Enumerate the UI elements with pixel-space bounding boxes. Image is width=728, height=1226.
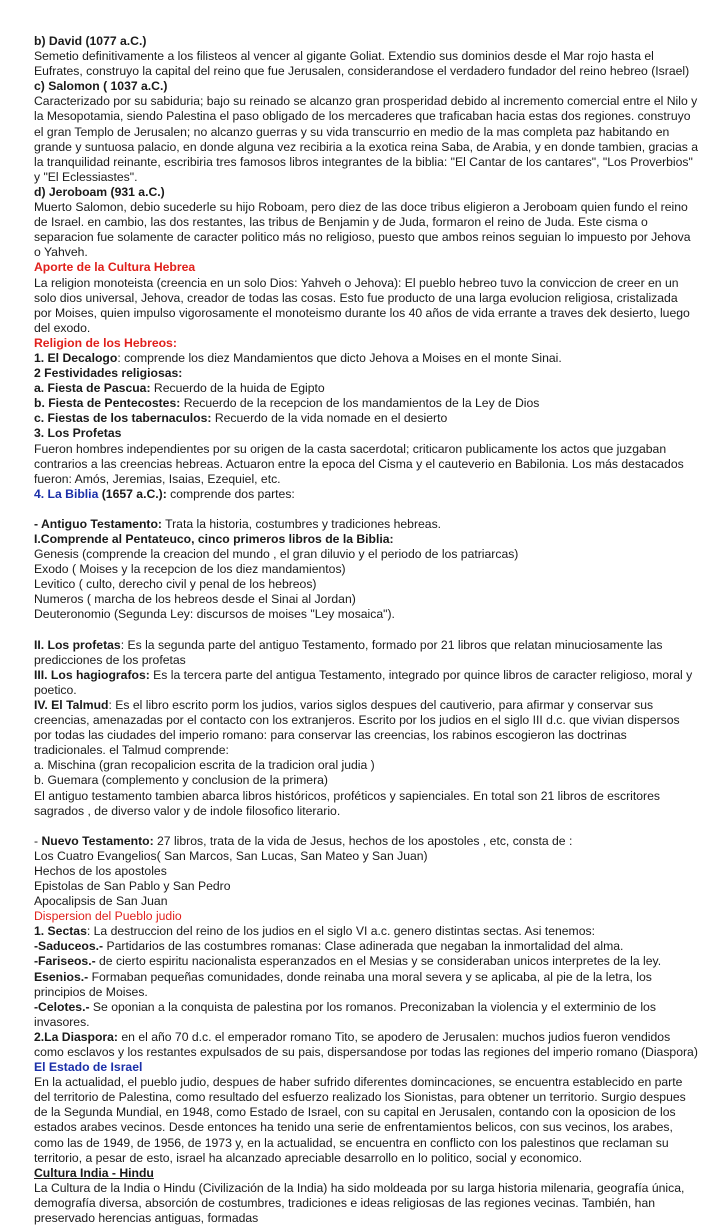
nuevo-text: 27 libros, trata de la vida de Jesus, hechos de los apostoles , etc, consta de : [153, 833, 573, 848]
item-pentateuco: I.Comprende al Pentateuco, cinco primeros libros de la Biblia: [34, 532, 394, 546]
sectas-label: 1. Sectas [34, 924, 87, 939]
tabernaculos-text: Recuerdo de la vida nomade en el desierto [211, 411, 448, 426]
item-los-profetas [34, 638, 698, 668]
biblia-label: 4. La Biblia [34, 486, 99, 501]
item-saduceos [34, 939, 698, 954]
paragraph-aporte: La religion monoteista (creencia en un solo Dios: Yahveh o Jehova): El pueblo hebreo tuvo la conviccion de creer en un solo dios universal, Jehova, creador de todas las cosas. Esto fue producto de una larga evolucion religiosa, cristalizada por Moises, quien impulso vigorosamente el monoteismo durante los 40 años de vida errante a traves dek desierto, luego del exodo. [34, 275, 690, 335]
item-celotes [34, 1000, 698, 1030]
item-fariseos [34, 954, 698, 969]
decalogo-text: : comprende los diez Mandamientos que dicto Jehova a Moises en el monte Sinai. [117, 350, 562, 365]
fariseos-label: -Fariseos.- [34, 954, 96, 969]
item-deuteronomio: Deuteronomio (Segunda Ley: discursos de moises "Ley mosaica"). [34, 607, 395, 622]
antiguo-text: Trata la historia, costumbres y tradiciones hebreas. [161, 516, 442, 531]
item-numeros: Numeros ( marcha de los hebreos desde el Sinai al Jordan) [34, 592, 356, 607]
item-epistolas: Epistolas de San Pablo y San Pedro [34, 878, 231, 893]
celotes-label: -Celotes.- [34, 999, 90, 1014]
biblia-date: (1657 a.C.): [98, 486, 167, 501]
saduceos-text: Partidarios de las costumbres romanas: Clase adinerada que negaban la inmortalidad del alma. [103, 939, 624, 954]
item-levitico: Levitico ( culto, derecho civil y penal de los hebreos) [34, 577, 317, 592]
profetas-text: : Es la segunda parte del antiguo Testamento, formado por 21 libros que relatan minuciosamente las predicciones de los profetas [34, 637, 663, 667]
paragraph-india: La Cultura de la India o Hindu (Civilización de la India) ha sido moldeada por su larga historia milenaria, geografía única, demografía diversa, absorción de costumbres, tradiciones e ideas religiosas de las regiones vecinas. También, han preservado herencias antiguas, formadas [34, 1180, 685, 1226]
item-hechos: Hechos de los apostoles [34, 863, 167, 878]
item-decalogo [34, 351, 698, 366]
paragraph-jeroboam: Muerto Salomon, debio sucederle su hijo Roboam, pero diez de las doce tribus eligieron a Jeroboam quien fundo el reino de Israel. en cambio, las dos restantes, las tribus de Benjamin y de Juda, formaron el reino de Juda. Este cisma o separacion fue solamente de caracter politico más no religioso, puesto que ambos reinos seguian lo impuesto por Jehova o Yahveh. [34, 200, 691, 260]
pascua-label: a. Fiesta de Pascua: [34, 381, 151, 396]
section-heading-dispersion: Dispersion del Pueblo judio [34, 909, 182, 924]
item-antiguo-testamento [34, 517, 698, 532]
talmud-label: IV. El Talmud [34, 697, 109, 712]
item-apocalipsis: Apocalipsis de San Juan [34, 894, 168, 909]
item-mischina: a. Mischina (gran recopalicion escrita de la tradicion oral judia ) [34, 758, 375, 773]
celotes-text: Se oponian a la conquista de palestina por los romanos. Preconizaban la violencia y el exterminio de los invasores. [34, 999, 656, 1029]
hagiografos-label: III. Los hagiografos: [34, 667, 150, 682]
hagiografos-text: Es la tercera parte del antigua Testamento, integrado por quince libros de caracter religioso, moral y poetico. [34, 667, 693, 697]
item-hagiografos [34, 668, 698, 698]
item-genesis: Genesis (comprende la creacion del mundo , el gran diluvio y el periodo de los patriarcas) [34, 547, 519, 562]
saduceos-label: -Saduceos.- [34, 939, 104, 954]
section-heading-david: b) David (1077 a.C.) [34, 34, 147, 48]
item-pentecostes [34, 396, 698, 411]
item-biblia [34, 487, 698, 502]
item-nuevo-testamento [34, 834, 698, 849]
item-evangelios: Los Cuatro Evangelios( San Marcos, San Lucas, San Mateo y San Juan) [34, 848, 428, 863]
biblia-text: comprende dos partes: [166, 486, 295, 501]
item-pascua [34, 381, 698, 396]
paragraph-david: Semetio definitivamente a los filisteos al vencer al gigante Goliat. Extendio sus dominios desde el Mar rojo hasta el Eufrates, construyo la capital del reino que fue Jerusalen, considerandose el verdadero fundador del reino hebreo (Israel) [34, 49, 690, 79]
spacer [34, 502, 698, 517]
section-heading-india: Cultura India - Hindu [34, 1165, 154, 1180]
profetas-label: II. Los profetas [34, 637, 121, 652]
item-sectas [34, 924, 698, 939]
item-tabernaculos [34, 411, 698, 426]
pentecostes-label: b. Fiesta de Pentecostes: [34, 396, 181, 411]
pascua-text: Recuerdo de la huida de Egipto [150, 381, 325, 396]
item-guemara: b. Guemara (complemento y conclusion de la primera) [34, 773, 328, 788]
spacer [34, 819, 698, 834]
item-esenios [34, 970, 698, 1000]
paragraph-salomon: Caracterizado por su sabiduria; bajo su reinado se alcanzo gran prosperidad debido al incremento comercial entre el Nilo y la Mesopotamia, siendo Palestina el paso obligado de los mercaderes que traficaban hacia estas dos regiones. construyo el gran Templo de Jerusalen; no alcanzo guerras y su vida transcurrio en medio de la mas completa paz habitando en grande y suntuosa palacio, en donde alguna vez recibiria a la exotica reina Saba, de Arabia, y en donde tambien, gracias a la tranquilidad reinante, escribiria tres famosos libros integrantes de la biblia: "El Cantar de los cantares", "Los Proverbios" y "El Eclessiastes". [34, 94, 698, 184]
section-heading-salomon: c) Salomon ( 1037 a.C.) [34, 79, 168, 94]
item-festividades: 2 Festividades religiosas: [34, 366, 183, 381]
paragraph-estado: En la actualidad, el pueblo judio, despues de haber sufrido diferentes domincaciones, se encuentra establecido en parte del territorio de Palestina, como resultado del esfuerzo realizado los Sionistas, para obtener un territorio. Surgio despues de la Segunda Mundial, en 1948, como Estado de Israel, con su capital en Jerusalen, contando con la oposicion de los estados arabes vecinos. Desde entonces ha tenido una serie de enfrentamientos belicos, con sus vecinos, los arabes, como las de 1949, de 1956, de 1973 y, en la actualidad, se encuentra en conflicto con los palestinos que reclaman su territorio, a pesar de esto, israel ha alcanzado apreciable desarrollo en lo politico, social y economico. [34, 1075, 686, 1165]
esenios-label: Esenios.- [34, 969, 89, 984]
decalogo-label: 1. El Decalogo [34, 350, 118, 365]
esenios-text: Formaban pequeñas comunidades, donde reinaba una moral severa y se aplicaba, al pie de la letra, los principios de Moises. [34, 969, 652, 999]
section-heading-estado: El Estado de Israel [34, 1060, 143, 1075]
section-heading-religion: Religion de los Hebreos: [34, 335, 177, 350]
pentecostes-text: Recuerdo de la recepcion de los mandamientos de la Ley de Dios [180, 396, 540, 411]
diaspora-label: 2.La Diaspora: [34, 1029, 118, 1044]
diaspora-text: en el año 70 d.c. el emperador romano Tito, se apodero de Jerusalen: muchos judios fueron vendidos como esclavos y los restantes expulsados de su pais, dispersandose por todas las regiones del imperio romano (Diaspora) [34, 1029, 698, 1059]
nuevo-dash: - [34, 833, 42, 848]
paragraph-profetas: Fueron hombres independientes por su origen de la casta sacerdotal; criticaron publicamente los actos que juzgaban contrarios a las creencias hebreas. Actuaron entre la epoca del Cisma y el cauteverio en Babilonia. Los más destacados fueron: Amós, Jeremias, Isaias, Ezequiel, etc. [34, 441, 684, 486]
antiguo-label: - Antiguo Testamento: [34, 516, 162, 531]
spacer [34, 623, 698, 638]
item-talmud [34, 698, 698, 758]
section-heading-jeroboam: d) Jeroboam (931 a.C.) [34, 184, 165, 199]
fariseos-text: de cierto espiritu nacionalista esperanzados en el Mesias y se consideraban unicos interpretes de la ley. [95, 954, 662, 969]
tabernaculos-label: c. Fiestas de los tabernaculos: [34, 411, 212, 426]
paragraph-antiguo-total: El antiguo testamento tambien abarca libros históricos, proféticos y sapienciales. En total son 21 libros de escritores sagrados , de diverso valor y de indole filosofico literario. [34, 788, 660, 818]
nuevo-label: Nuevo Testamento: [41, 833, 154, 848]
section-heading-aporte: Aporte de la Cultura Hebrea [34, 260, 196, 275]
item-diaspora [34, 1030, 698, 1060]
talmud-text: : Es el libro escrito porm los judios, varios siglos despues del cautiverio, para afirmar y conservar sus creencias, amenazadas por el contacto con los extranjeros. Escrito por los judios en el siglo III d.c. que vivian dispersos por todas las ciudades del imperio romano: para conservar las creencias, los rabinos escogieron las doctrinas tradicionales. el Talmud comprende: [34, 697, 680, 758]
item-exodo: Exodo ( Moises y la recepcion de los diez mandamientos) [34, 562, 346, 577]
item-profetas-heading: 3. Los Profetas [34, 426, 122, 441]
sectas-text: : La destruccion del reino de los judios en el siglo VI a.c. genero distintas sectas. Asi tenemos: [86, 924, 595, 939]
